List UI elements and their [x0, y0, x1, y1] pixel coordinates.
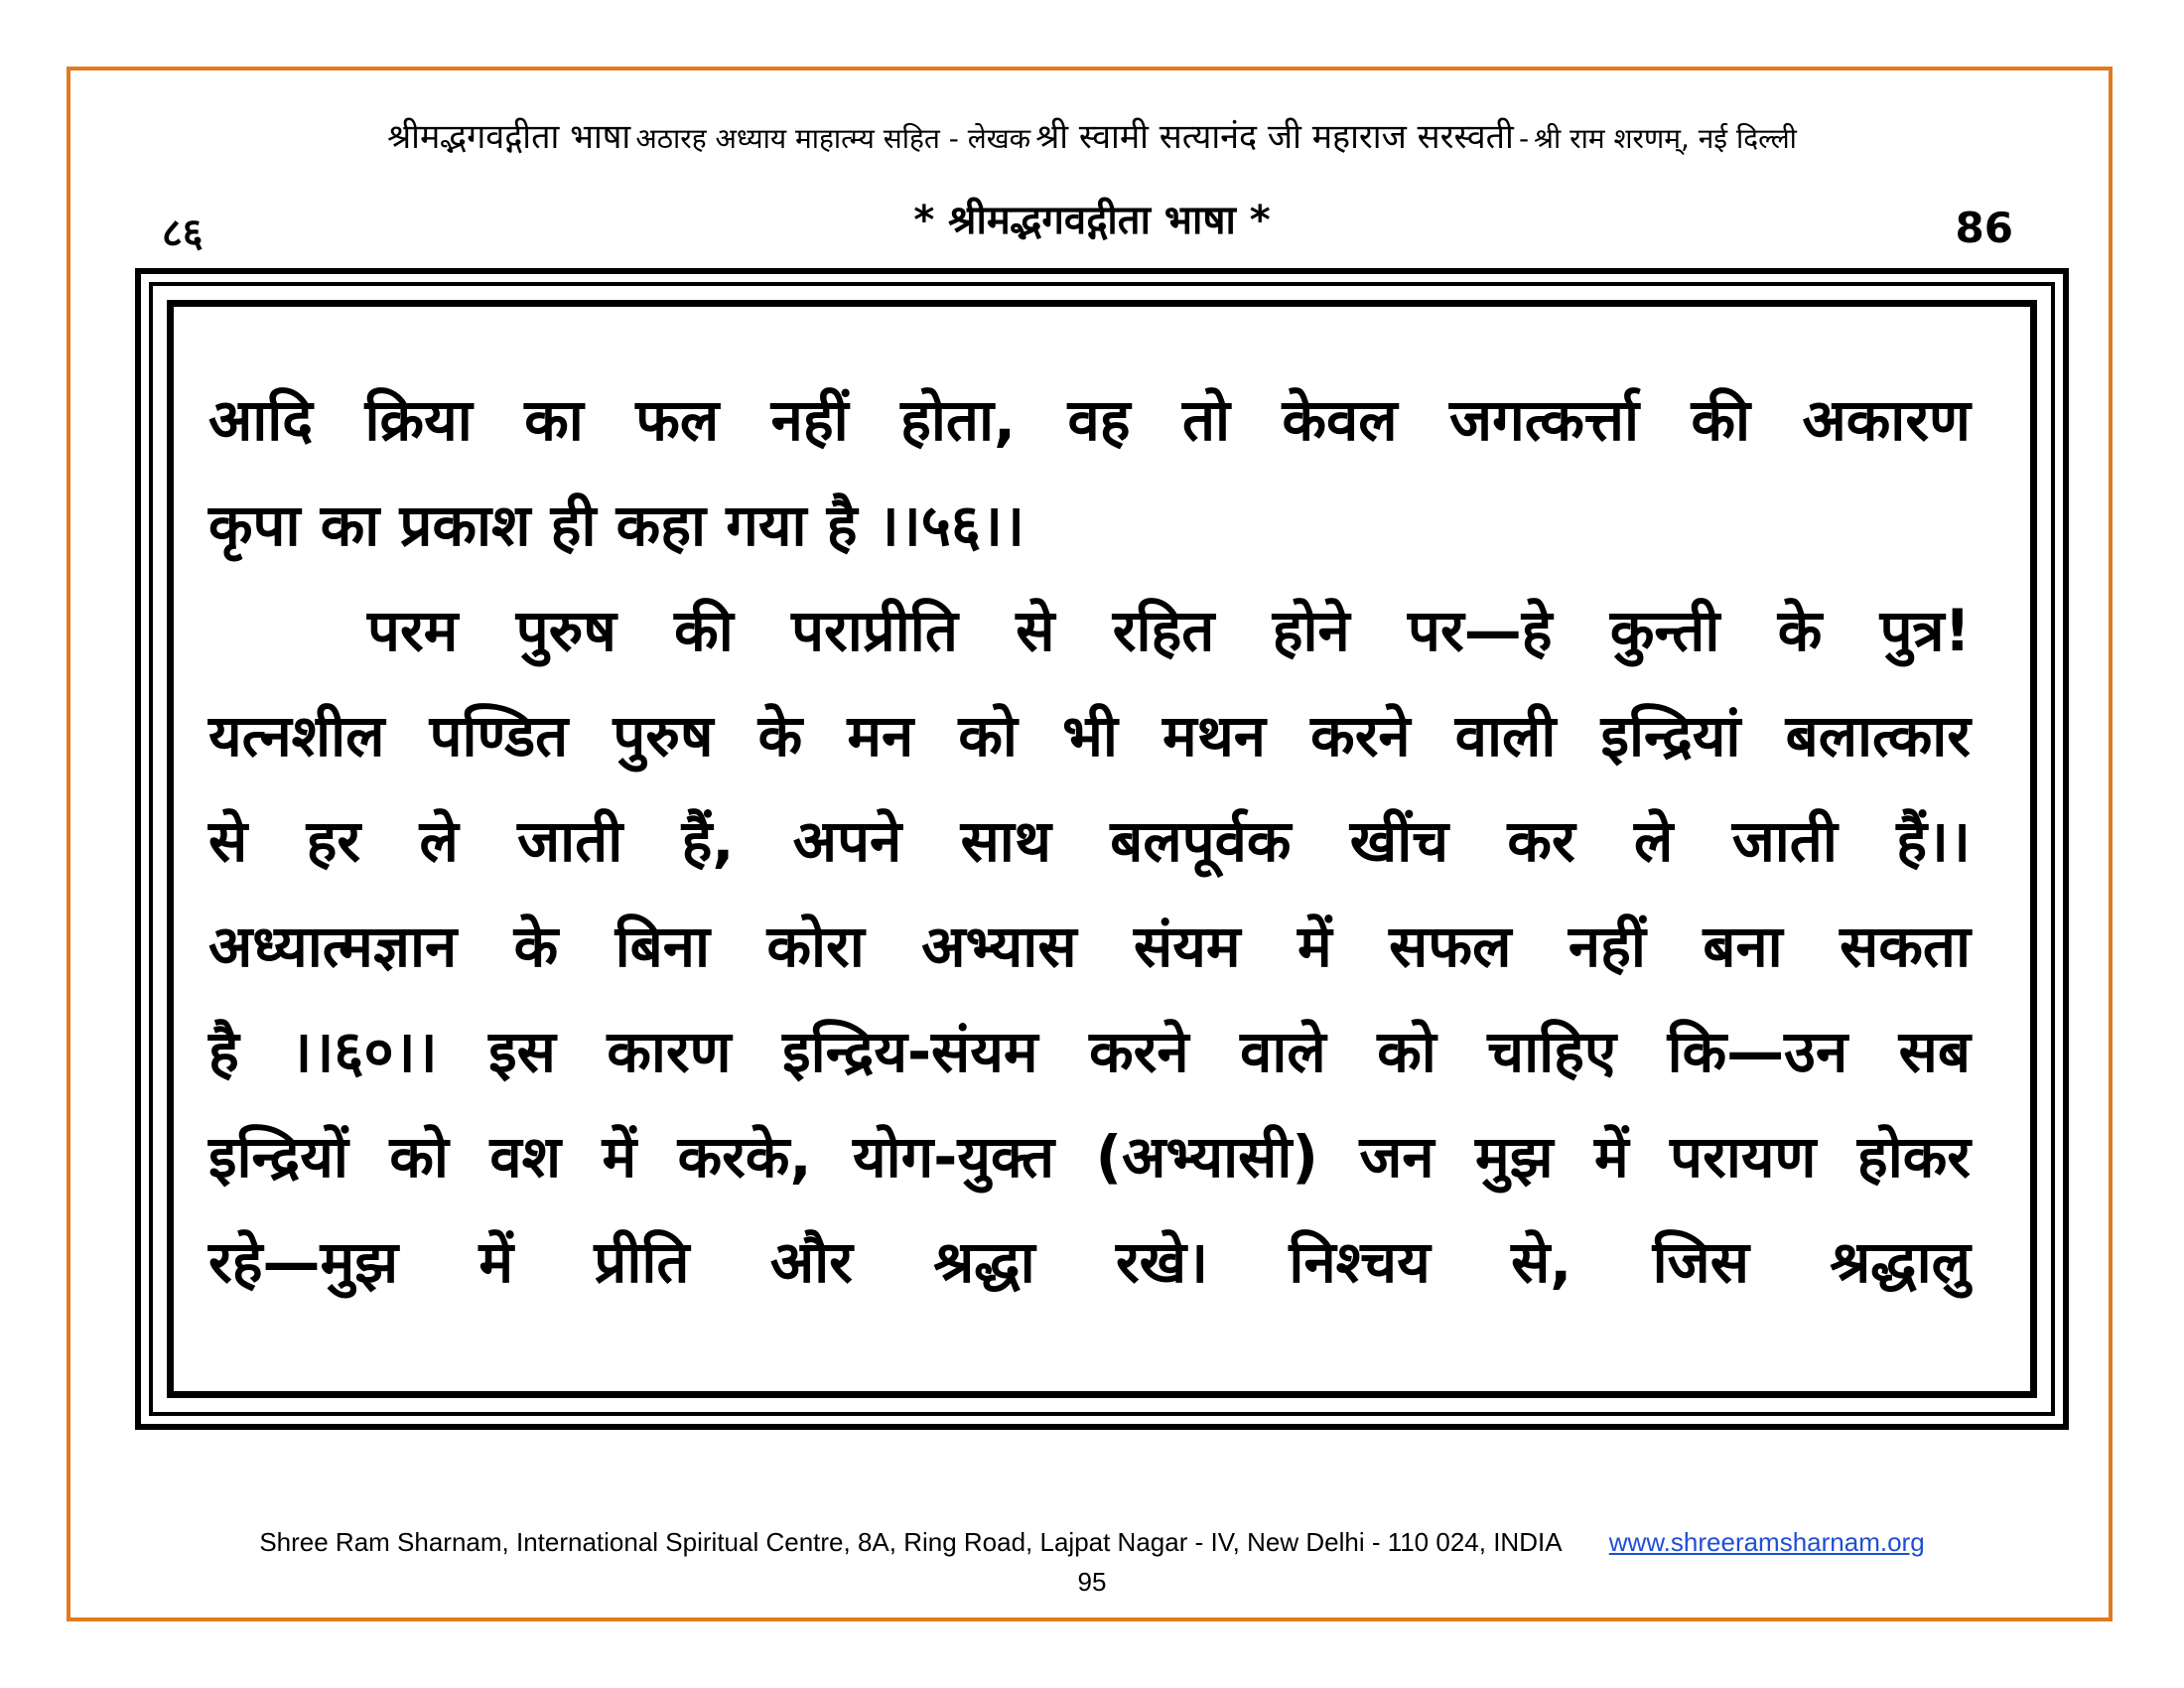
- text-line: से हर ले जाती हैं, अपने साथ बलपूर्वक खींच कर ले जाती हैं।।: [208, 807, 1971, 875]
- top-header: [79, 117, 2105, 163]
- page-number: 86: [1955, 204, 2013, 252]
- running-title: * श्रीमद्भगवद्गीता भाषा *: [913, 198, 1271, 243]
- book-title: श्रीमद्भगवद्गीता भाषा: [387, 117, 631, 157]
- book-subtitle: अठारह अध्याय माहात्म्य सहित - लेखक: [635, 122, 1031, 155]
- footer: [0, 1527, 2184, 1558]
- publisher-name: श्री राम शरणम्, नई दिल्ली: [1534, 122, 1797, 155]
- text-line: आदि क्रिया का फल नहीं होता, वह तो केवल जगत्कर्त्ता की अकारण: [208, 386, 1971, 454]
- page-number-devanagari: ८६: [162, 211, 204, 256]
- scripture-text: [208, 367, 1971, 1315]
- author-name: श्री स्वामी सत्यानंद जी महाराज सरस्वती: [1035, 117, 1514, 157]
- text-line: परम पुरुष की पराप्रीति से रहित होने पर—हे कुन्ती के पुत्र!: [367, 597, 1971, 664]
- website-link[interactable]: www.shreeramsharnam.org: [1608, 1527, 1925, 1557]
- header-separator: -: [1518, 122, 1530, 155]
- text-line: अध्यात्मज्ञान के बिना कोरा अभ्यास संयम में सफल नहीं बना सकता: [208, 913, 1971, 980]
- footer-address: Shree Ram Sharnam, International Spiritual Centre, 8A, Ring Road, Lajpat Nagar - IV, New Delhi - 110 024, INDIA: [259, 1527, 1563, 1557]
- text-line: कृपा का प्रकाश ही कहा गया है ।।५६।।: [208, 492, 1024, 559]
- text-line: रहे—मुझ में प्रीति और श्रद्धा रखे। निश्चय से, जिस श्रद्धालु: [208, 1228, 1971, 1296]
- text-line: है ।।६०।। इस कारण इन्द्रिय-संयम करने वाले को चाहिए कि—उन सब: [208, 1018, 1971, 1085]
- text-line: यत्नशील पण्डित पुरुष के मन को भी मथन करने वाली इन्द्रियां बलात्कार: [208, 702, 1971, 770]
- footer-page-number: 95: [1077, 1567, 1107, 1597]
- text-line: इन्द्रियों को वश में करके, योग-युक्त (अभ्यासी) जन मुझ में परायण होकर: [208, 1123, 1971, 1191]
